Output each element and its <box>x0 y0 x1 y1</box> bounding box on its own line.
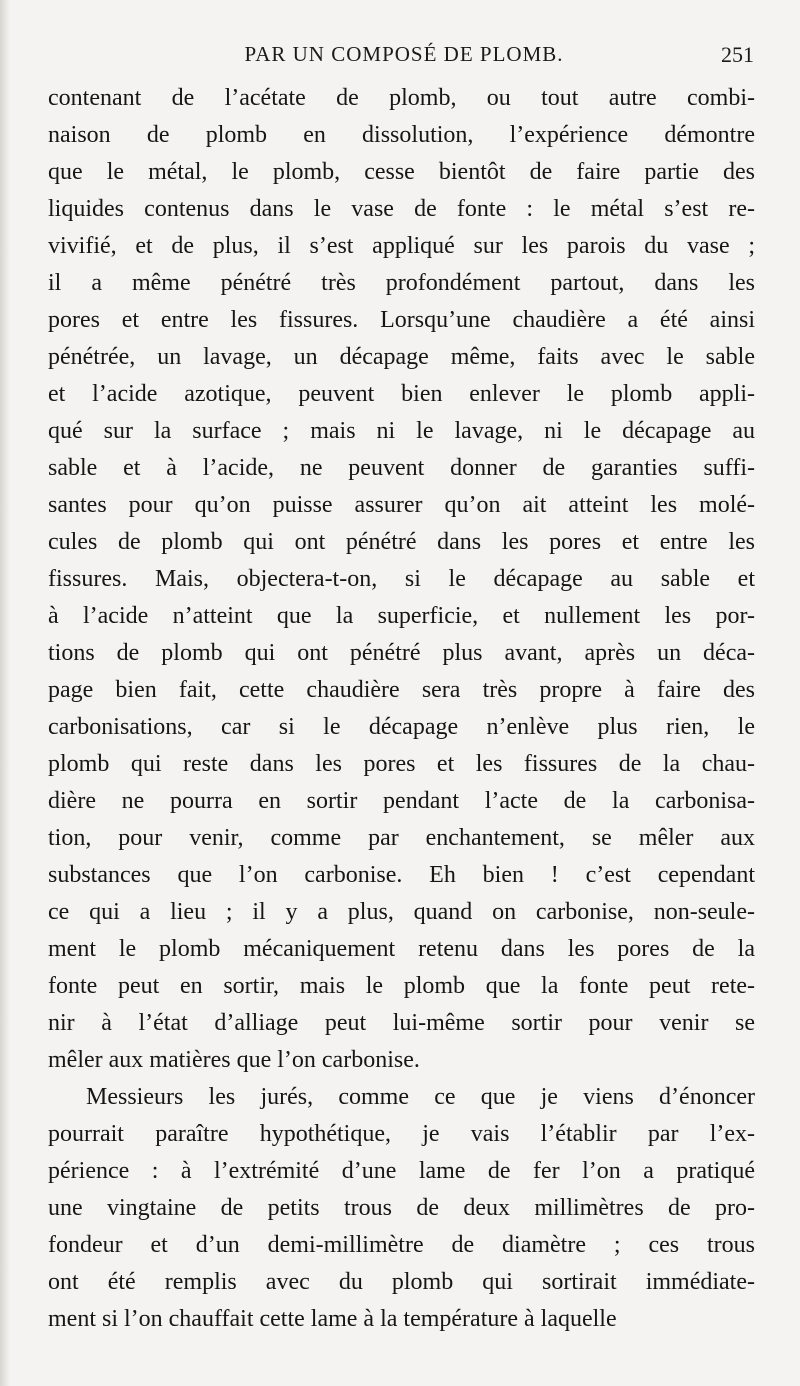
text-line: contenant de l’acétate de plomb, ou tout autre combi- <box>48 85 755 111</box>
text-line: une vingtaine de petits trous de deux millimètres de pro- <box>48 1195 755 1221</box>
text-line: ce qui a lieu ; il y a plus, quand on carbonise, non-seule- <box>48 899 755 925</box>
text-line: sable et à l’acide, ne peuvent donner de garanties suffi- <box>48 455 755 481</box>
text-line: à l’acide n’atteint que la superficie, et nullement les por- <box>48 603 755 629</box>
text-line: carbonisations, car si le décapage n’enlève plus rien, le <box>48 714 755 740</box>
text-line: il a même pénétré très profondément partout, dans les <box>48 270 755 296</box>
text-line: nir à l’état d’alliage peut lui-même sortir pour venir se <box>48 1010 755 1036</box>
page-header <box>48 42 760 72</box>
text-line: plomb qui reste dans les pores et les fissures de la chau- <box>48 751 755 777</box>
text-line: pores et entre les fissures. Lorsqu’une chaudière a été ainsi <box>48 307 755 333</box>
text-line: Messieurs les jurés, comme ce que je viens d’énoncer <box>86 1084 755 1110</box>
text-line: pourrait paraître hypothétique, je vais l’établir par l’ex- <box>48 1121 755 1147</box>
text-line: tions de plomb qui ont pénétré plus avant, après un déca- <box>48 640 755 666</box>
text-line: fonte peut en sortir, mais le plomb que la fonte peut rete- <box>48 973 755 999</box>
paragraph <box>48 1079 755 1338</box>
text-line: santes pour qu’on puisse assurer qu’on ait atteint les molé- <box>48 492 755 518</box>
running-title: PAR UN COMPOSÉ DE PLOMB. <box>244 42 564 66</box>
text-line: fondeur et d’un demi-millimètre de diamètre ; ces trous <box>48 1232 755 1258</box>
text-line: page bien fait, cette chaudière sera très propre à faire des <box>48 677 755 703</box>
text-line: ment si l’on chauffait cette lame à la température à laquelle <box>48 1306 617 1332</box>
text-line: vivifié, et de plus, il s’est appliqué sur les parois du vase ; <box>48 233 755 259</box>
text-line: tion, pour venir, comme par enchantement, se mêler aux <box>48 825 755 851</box>
text-line: dière ne pourra en sortir pendant l’acte de la carbonisa- <box>48 788 755 814</box>
text-line: pénétrée, un lavage, un décapage même, faits avec le sable <box>48 344 755 370</box>
text-line: et l’acide azotique, peuvent bien enlever le plomb appli- <box>48 381 755 407</box>
text-line: naison de plomb en dissolution, l’expérience démontre <box>48 122 755 148</box>
text-line: périence : à l’extrémité d’une lame de fer l’on a pratiqué <box>48 1158 755 1184</box>
text-line: mêler aux matières que l’on carbonise. <box>48 1047 420 1073</box>
text-line: substances que l’on carbonise. Eh bien ! c’est cependant <box>48 862 755 888</box>
text-line: qué sur la surface ; mais ni le lavage, ni le décapage au <box>48 418 755 444</box>
text-line: liquides contenus dans le vase de fonte : le métal s’est re- <box>48 196 755 222</box>
page-number: 251 <box>721 42 754 67</box>
body-text <box>48 80 755 1338</box>
text-line: ment le plomb mécaniquement retenu dans les pores de la <box>48 936 755 962</box>
text-line: que le métal, le plomb, cesse bientôt de faire partie des <box>48 159 755 185</box>
text-line: ont été remplis avec du plomb qui sortirait immédiate- <box>48 1269 755 1295</box>
paragraph <box>48 80 755 1079</box>
text-line: fissures. Mais, objectera-t-on, si le décapage au sable et <box>48 566 755 592</box>
text-line: cules de plomb qui ont pénétré dans les pores et entre les <box>48 529 755 555</box>
